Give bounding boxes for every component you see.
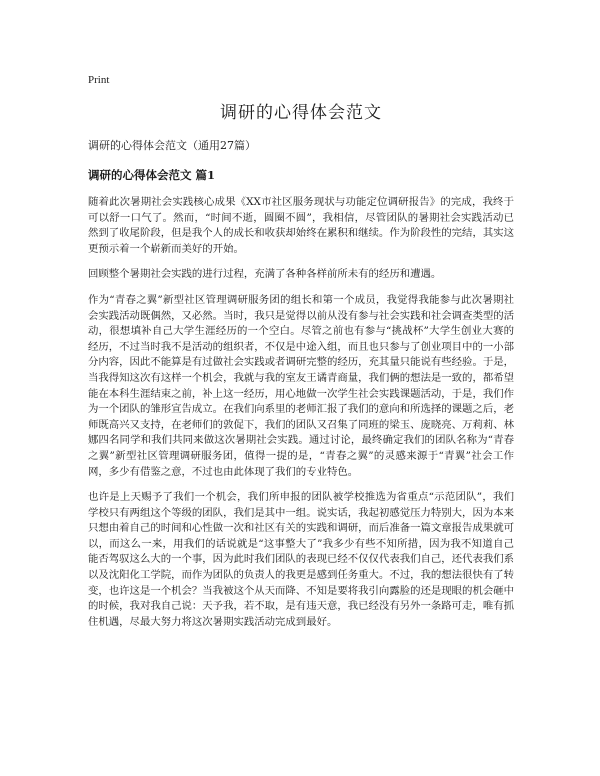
document-page	[88, 68, 514, 640]
paragraph-4: 也许是上天赐予了我们一个机会，我们所申报的团队被学校推选为省重点“示范团队”，我们学校只有两组这个等级的团队，我们是其中一组。说实话，我起初感觉压力特别大，因为本来只想由着自己的时间和心性做一次和社区有关的实践和调研，而后准备一篇文章报告成果就可以，而这么一来，用我们的话说就是“这事整大了”我多少有些不知所措，因为我不知道自己能否驾驭这么大的一个事，因为此时我们团队的表现已经不仅仅代表我们自己，还代表我们系以及沈阳化工学院，而作为团队的负责人的我更是感到任务重大。不过，我的想法很快有了转变，也许这是一个机会？当我被这个从天而降、不知是要将我引向露脸的还是现眼的机会砸中的时候，我对我自己说：天予我，若不取，是有违天意，我已经没有另外一条路可走，唯有抓住机遇，尽最大努力将这次暑期实践活动完成到最好。	[88, 491, 515, 628]
paragraph-1: 随着此次暑期社会实践核心成果《XX市社区服务现状与功能定位调研报告》的完成，我终于可以舒一口气了。然而，“时间不逝，圆圈不圆”，我相信，尽管团队的暑期社会实践活动已然到了收尾阶段，但是我个人的成长和收获却始终在累积和继续。作为阶段性的完结，其实这更预示着一个崭新而美好的开始。	[88, 196, 515, 255]
page-title: 调研的心得体会范文	[220, 103, 382, 123]
paragraph-3: 作为“青春之翼”新型社区管理调研服务团的组长和第一个成员，我觉得我能参与此次暑期社会实践活动既偶然，又必然。当时，我只是觉得以前从没有参与社会实践和社会调查类型的活动，很想填补自己大学生涯经历的一个空白。尽管之前也有参与“挑战杯”大学生创业大赛的经历，不过当时我不是活动的组织者，不仅是中途入组，而且也只参与了创业项目中的一小部分内容，因此不能算是有过做社会实践或者调研完整的经历，充其量只能说有些经验。于是，当我得知这次有这样一个机会，我就与我的室友王谲青商量，我们俩的想法是一致的，都希望能在本科生涯结束之前，补上这一经历，用心地做一次学生社会实践课题活动，于是，我们作为一个团队的雏形宣告成立。在我们向系里的老师汇报了我们的意向和所选择的课题之后，老师既高兴又支持，在老师们的敦促下，我们的团队又召集了同班的梁玉、庞晓亮、万莉莉、林娜四名同学和我们共同来做这次暑期社会实践。通过讨论，最终确定我们的团队名称为“青春之翼”新型社区管理调研服务团，值得一提的是，“青春之翼”的灵感来源于“青翼”社会工作网，多少有借鉴之意，不过也由此体现了我们的专业特色。	[88, 293, 515, 478]
section-heading: 调研的心得体会范文 篇1	[88, 168, 216, 182]
paragraph-2: 回顾整个暑期社会实践的进行过程，充满了各种各样前所未有的经历和遭遇。	[88, 268, 442, 281]
print-link[interactable]: Print	[88, 74, 110, 86]
document-subtitle: 调研的心得体会范文（通用27篇）	[88, 139, 256, 152]
